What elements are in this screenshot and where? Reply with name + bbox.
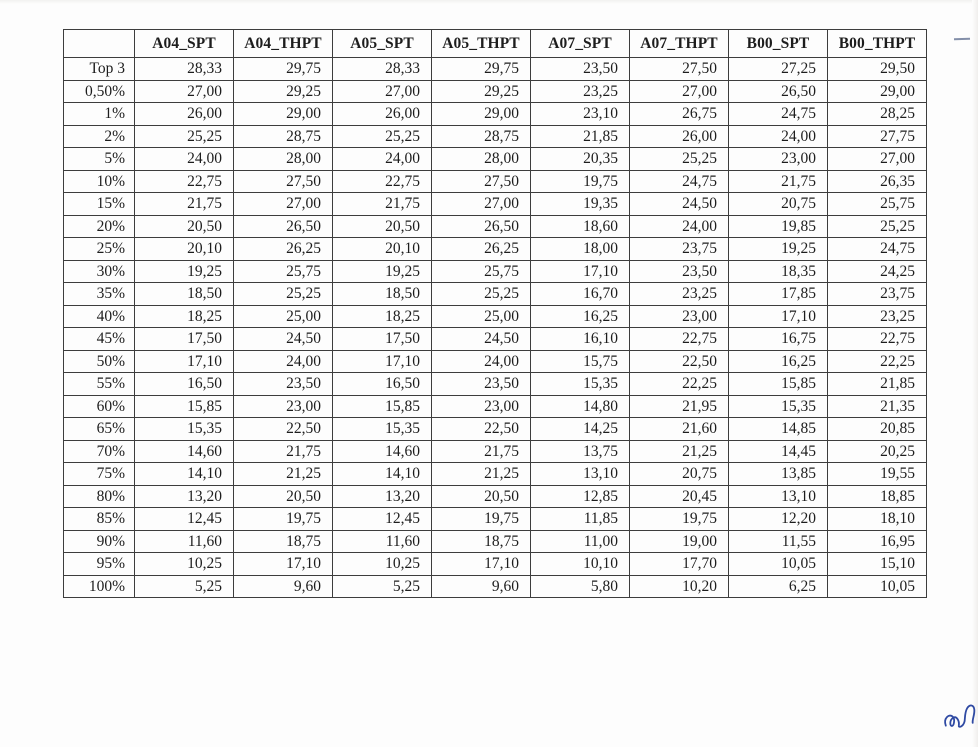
table-cell-value: 18,50 bbox=[333, 283, 432, 306]
table-row bbox=[64, 125, 927, 148]
table-cell-value: 18,25 bbox=[333, 305, 432, 328]
table-cell-value: 19,75 bbox=[531, 170, 630, 193]
table-cell-value: 24,00 bbox=[234, 350, 333, 373]
table-cell-value: 17,10 bbox=[432, 553, 531, 576]
table-cell-value: 29,50 bbox=[828, 58, 927, 81]
table-cell-value: 18,85 bbox=[828, 485, 927, 508]
table-cell-value: 17,10 bbox=[135, 350, 234, 373]
table-cell-value: 29,75 bbox=[234, 58, 333, 81]
table-header-row bbox=[64, 30, 927, 58]
table-row bbox=[64, 260, 927, 283]
table-cell-value: 24,00 bbox=[729, 125, 828, 148]
table-cell-value: 23,50 bbox=[531, 58, 630, 81]
table-row bbox=[64, 530, 927, 553]
table-cell-value: 17,50 bbox=[135, 328, 234, 351]
row-header-label: 30% bbox=[64, 260, 135, 283]
table-cell-value: 15,85 bbox=[333, 395, 432, 418]
table-cell-value: 19,00 bbox=[630, 530, 729, 553]
row-header-label: 5% bbox=[64, 148, 135, 171]
table-cell-value: 16,50 bbox=[135, 373, 234, 396]
table-cell-value: 6,25 bbox=[729, 575, 828, 598]
table-cell-value: 21,25 bbox=[234, 463, 333, 486]
table-cell-value: 10,25 bbox=[135, 553, 234, 576]
row-header-label: 40% bbox=[64, 305, 135, 328]
table-cell-value: 29,00 bbox=[432, 103, 531, 126]
table-cell-value: 10,20 bbox=[630, 575, 729, 598]
column-header: A07_SPT bbox=[531, 30, 630, 58]
row-header-label: 25% bbox=[64, 238, 135, 261]
table-cell-value: 14,45 bbox=[729, 440, 828, 463]
table-cell-value: 21,95 bbox=[630, 395, 729, 418]
table-cell-value: 26,25 bbox=[432, 238, 531, 261]
table-cell-value: 26,35 bbox=[828, 170, 927, 193]
table-cell-value: 21,85 bbox=[828, 373, 927, 396]
table-cell-value: 13,20 bbox=[135, 485, 234, 508]
table-row bbox=[64, 103, 927, 126]
table-cell-value: 24,75 bbox=[630, 170, 729, 193]
table-cell-value: 15,35 bbox=[333, 418, 432, 441]
table-row bbox=[64, 553, 927, 576]
table-cell-value: 23,25 bbox=[531, 80, 630, 103]
table-cell-value: 17,10 bbox=[729, 305, 828, 328]
table-cell-value: 15,35 bbox=[135, 418, 234, 441]
column-header: A07_THPT bbox=[630, 30, 729, 58]
table-cell-value: 20,10 bbox=[333, 238, 432, 261]
table-cell-value: 21,75 bbox=[432, 440, 531, 463]
table-cell-value: 20,25 bbox=[828, 440, 927, 463]
table-cell-value: 15,85 bbox=[135, 395, 234, 418]
column-header: A05_THPT bbox=[432, 30, 531, 58]
table-cell-value: 18,50 bbox=[135, 283, 234, 306]
table-cell-value: 18,10 bbox=[828, 508, 927, 531]
table-cell-value: 25,00 bbox=[234, 305, 333, 328]
table-row bbox=[64, 193, 927, 216]
table-cell-value: 27,00 bbox=[333, 80, 432, 103]
table-cell-value: 28,00 bbox=[234, 148, 333, 171]
table-cell-value: 25,25 bbox=[828, 215, 927, 238]
table-cell-value: 27,50 bbox=[234, 170, 333, 193]
table-cell-value: 21,85 bbox=[531, 125, 630, 148]
table-cell-value: 13,20 bbox=[333, 485, 432, 508]
table-cell-value: 24,75 bbox=[828, 238, 927, 261]
table-cell-value: 10,25 bbox=[333, 553, 432, 576]
table-cell-value: 26,25 bbox=[234, 238, 333, 261]
table-row bbox=[64, 575, 927, 598]
row-header-label: 10% bbox=[64, 170, 135, 193]
table-row bbox=[64, 485, 927, 508]
row-header-label: 35% bbox=[64, 283, 135, 306]
table-cell-value: 21,75 bbox=[135, 193, 234, 216]
table-cell-value: 17,85 bbox=[729, 283, 828, 306]
row-header-label: 0,50% bbox=[64, 80, 135, 103]
table-cell-value: 24,00 bbox=[135, 148, 234, 171]
table-cell-value: 22,25 bbox=[828, 350, 927, 373]
percentile-table bbox=[63, 29, 927, 598]
table-cell-value: 19,85 bbox=[729, 215, 828, 238]
table-cell-value: 21,75 bbox=[729, 170, 828, 193]
table-cell-value: 14,10 bbox=[333, 463, 432, 486]
row-header-label: 80% bbox=[64, 485, 135, 508]
table-cell-value: 23,25 bbox=[828, 305, 927, 328]
table-cell-value: 27,00 bbox=[630, 80, 729, 103]
table-cell-value: 27,25 bbox=[729, 58, 828, 81]
table-cell-value: 23,50 bbox=[234, 373, 333, 396]
table-cell-value: 14,85 bbox=[729, 418, 828, 441]
table-cell-value: 13,85 bbox=[729, 463, 828, 486]
table-row bbox=[64, 283, 927, 306]
table-cell-value: 20,50 bbox=[234, 485, 333, 508]
column-header: A04_THPT bbox=[234, 30, 333, 58]
table-cell-value: 21,35 bbox=[828, 395, 927, 418]
table-corner-cell bbox=[64, 30, 135, 58]
table-cell-value: 22,25 bbox=[630, 373, 729, 396]
table-cell-value: 22,75 bbox=[333, 170, 432, 193]
column-header: B00_SPT bbox=[729, 30, 828, 58]
table-cell-value: 25,25 bbox=[432, 283, 531, 306]
table-cell-value: 20,35 bbox=[531, 148, 630, 171]
table-cell-value: 25,75 bbox=[828, 193, 927, 216]
table-cell-value: 5,25 bbox=[333, 575, 432, 598]
table-cell-value: 26,00 bbox=[630, 125, 729, 148]
table-cell-value: 11,55 bbox=[729, 530, 828, 553]
table-cell-value: 27,75 bbox=[828, 125, 927, 148]
table-cell-value: 19,25 bbox=[135, 260, 234, 283]
table-cell-value: 11,00 bbox=[531, 530, 630, 553]
column-header: A05_SPT bbox=[333, 30, 432, 58]
table-cell-value: 17,10 bbox=[333, 350, 432, 373]
table-cell-value: 26,75 bbox=[630, 103, 729, 126]
table-cell-value: 10,05 bbox=[828, 575, 927, 598]
table-cell-value: 14,60 bbox=[333, 440, 432, 463]
table-cell-value: 24,00 bbox=[333, 148, 432, 171]
table-cell-value: 21,75 bbox=[234, 440, 333, 463]
table-cell-value: 12,45 bbox=[135, 508, 234, 531]
pen-tick-mark bbox=[954, 38, 970, 41]
table-cell-value: 24,25 bbox=[828, 260, 927, 283]
table-cell-value: 11,85 bbox=[531, 508, 630, 531]
table-cell-value: 23,00 bbox=[234, 395, 333, 418]
table-row bbox=[64, 418, 927, 441]
table-row bbox=[64, 328, 927, 351]
table-cell-value: 23,75 bbox=[630, 238, 729, 261]
table-header bbox=[64, 30, 927, 58]
row-header-label: 95% bbox=[64, 553, 135, 576]
table-cell-value: 26,00 bbox=[333, 103, 432, 126]
table-cell-value: 28,00 bbox=[432, 148, 531, 171]
table-row bbox=[64, 58, 927, 81]
table-cell-value: 29,25 bbox=[234, 80, 333, 103]
table-cell-value: 23,75 bbox=[828, 283, 927, 306]
table-cell-value: 22,75 bbox=[828, 328, 927, 351]
table-cell-value: 27,50 bbox=[432, 170, 531, 193]
table-cell-value: 26,50 bbox=[729, 80, 828, 103]
column-header: B00_THPT bbox=[828, 30, 927, 58]
table-body bbox=[64, 58, 927, 598]
table-cell-value: 27,50 bbox=[630, 58, 729, 81]
row-header-label: 45% bbox=[64, 328, 135, 351]
table-cell-value: 14,10 bbox=[135, 463, 234, 486]
table-cell-value: 22,75 bbox=[135, 170, 234, 193]
row-header-label: Top 3 bbox=[64, 58, 135, 81]
table-cell-value: 15,85 bbox=[729, 373, 828, 396]
table-cell-value: 23,50 bbox=[630, 260, 729, 283]
table-cell-value: 26,50 bbox=[432, 215, 531, 238]
table-cell-value: 22,50 bbox=[630, 350, 729, 373]
table-cell-value: 24,00 bbox=[630, 215, 729, 238]
table-cell-value: 20,85 bbox=[828, 418, 927, 441]
table-cell-value: 16,70 bbox=[531, 283, 630, 306]
table-cell-value: 25,25 bbox=[135, 125, 234, 148]
table-cell-value: 25,75 bbox=[234, 260, 333, 283]
table-row bbox=[64, 395, 927, 418]
row-header-label: 75% bbox=[64, 463, 135, 486]
table-cell-value: 14,80 bbox=[531, 395, 630, 418]
table-cell-value: 21,25 bbox=[432, 463, 531, 486]
table-cell-value: 25,25 bbox=[630, 148, 729, 171]
table-cell-value: 5,25 bbox=[135, 575, 234, 598]
table-cell-value: 20,50 bbox=[333, 215, 432, 238]
table-cell-value: 18,35 bbox=[729, 260, 828, 283]
row-header-label: 15% bbox=[64, 193, 135, 216]
table-cell-value: 29,00 bbox=[234, 103, 333, 126]
table-cell-value: 23,00 bbox=[432, 395, 531, 418]
table-cell-value: 9,60 bbox=[234, 575, 333, 598]
table-cell-value: 16,95 bbox=[828, 530, 927, 553]
table-cell-value: 25,25 bbox=[333, 125, 432, 148]
table-row bbox=[64, 80, 927, 103]
table-cell-value: 27,00 bbox=[828, 148, 927, 171]
row-header-label: 85% bbox=[64, 508, 135, 531]
table-cell-value: 17,70 bbox=[630, 553, 729, 576]
table-cell-value: 21,25 bbox=[630, 440, 729, 463]
table-cell-value: 10,05 bbox=[729, 553, 828, 576]
table-cell-value: 13,10 bbox=[729, 485, 828, 508]
table-cell-value: 23,10 bbox=[531, 103, 630, 126]
table-cell-value: 25,00 bbox=[432, 305, 531, 328]
table-cell-value: 25,75 bbox=[432, 260, 531, 283]
table-cell-value: 24,75 bbox=[729, 103, 828, 126]
table-cell-value: 16,10 bbox=[531, 328, 630, 351]
table-cell-value: 28,25 bbox=[828, 103, 927, 126]
table-cell-value: 12,20 bbox=[729, 508, 828, 531]
table-row bbox=[64, 148, 927, 171]
table-cell-value: 17,10 bbox=[234, 553, 333, 576]
table-cell-value: 29,75 bbox=[432, 58, 531, 81]
table-cell-value: 28,33 bbox=[135, 58, 234, 81]
row-header-label: 90% bbox=[64, 530, 135, 553]
table-cell-value: 20,50 bbox=[432, 485, 531, 508]
table-cell-value: 28,33 bbox=[333, 58, 432, 81]
table-row bbox=[64, 373, 927, 396]
table-cell-value: 12,85 bbox=[531, 485, 630, 508]
table-cell-value: 22,50 bbox=[234, 418, 333, 441]
column-header: A04_SPT bbox=[135, 30, 234, 58]
table-cell-value: 22,75 bbox=[630, 328, 729, 351]
table-cell-value: 19,55 bbox=[828, 463, 927, 486]
row-header-label: 60% bbox=[64, 395, 135, 418]
table-cell-value: 21,75 bbox=[333, 193, 432, 216]
table-cell-value: 15,75 bbox=[531, 350, 630, 373]
table-cell-value: 24,50 bbox=[234, 328, 333, 351]
table-cell-value: 17,50 bbox=[333, 328, 432, 351]
table-cell-value: 17,10 bbox=[531, 260, 630, 283]
table-cell-value: 23,00 bbox=[630, 305, 729, 328]
table-cell-value: 15,35 bbox=[729, 395, 828, 418]
table-cell-value: 19,25 bbox=[729, 238, 828, 261]
table-row bbox=[64, 440, 927, 463]
row-header-label: 2% bbox=[64, 125, 135, 148]
table-row bbox=[64, 238, 927, 261]
table-cell-value: 23,25 bbox=[630, 283, 729, 306]
page-edge-right bbox=[972, 0, 978, 747]
table-row bbox=[64, 508, 927, 531]
table-cell-value: 18,75 bbox=[432, 530, 531, 553]
table-cell-value: 26,00 bbox=[135, 103, 234, 126]
table-row bbox=[64, 463, 927, 486]
table-cell-value: 14,25 bbox=[531, 418, 630, 441]
table-cell-value: 20,45 bbox=[630, 485, 729, 508]
table-cell-value: 18,25 bbox=[135, 305, 234, 328]
table-cell-value: 20,50 bbox=[135, 215, 234, 238]
table-cell-value: 26,50 bbox=[234, 215, 333, 238]
table-cell-value: 19,75 bbox=[234, 508, 333, 531]
table-cell-value: 29,00 bbox=[828, 80, 927, 103]
table-cell-value: 20,75 bbox=[729, 193, 828, 216]
table-cell-value: 25,25 bbox=[234, 283, 333, 306]
table-row bbox=[64, 215, 927, 238]
row-header-label: 20% bbox=[64, 215, 135, 238]
table-cell-value: 14,60 bbox=[135, 440, 234, 463]
table-cell-value: 24,50 bbox=[630, 193, 729, 216]
table-cell-value: 15,10 bbox=[828, 553, 927, 576]
row-header-label: 1% bbox=[64, 103, 135, 126]
table-cell-value: 23,50 bbox=[432, 373, 531, 396]
table-cell-value: 19,25 bbox=[333, 260, 432, 283]
table-cell-value: 19,35 bbox=[531, 193, 630, 216]
table-cell-value: 12,45 bbox=[333, 508, 432, 531]
page-edge-top bbox=[0, 0, 978, 4]
table-cell-value: 18,00 bbox=[531, 238, 630, 261]
table-cell-value: 24,50 bbox=[432, 328, 531, 351]
table-row bbox=[64, 350, 927, 373]
table-cell-value: 27,00 bbox=[135, 80, 234, 103]
row-header-label: 100% bbox=[64, 575, 135, 598]
table-cell-value: 11,60 bbox=[333, 530, 432, 553]
table-cell-value: 16,75 bbox=[729, 328, 828, 351]
table-cell-value: 21,60 bbox=[630, 418, 729, 441]
table-cell-value: 27,00 bbox=[432, 193, 531, 216]
table-row bbox=[64, 170, 927, 193]
table-cell-value: 16,25 bbox=[729, 350, 828, 373]
table-cell-value: 11,60 bbox=[135, 530, 234, 553]
table-cell-value: 24,00 bbox=[432, 350, 531, 373]
table-cell-value: 15,35 bbox=[531, 373, 630, 396]
row-header-label: 55% bbox=[64, 373, 135, 396]
table-cell-value: 27,00 bbox=[234, 193, 333, 216]
table-cell-value: 29,25 bbox=[432, 80, 531, 103]
table-cell-value: 23,00 bbox=[729, 148, 828, 171]
table-row bbox=[64, 305, 927, 328]
table-cell-value: 10,10 bbox=[531, 553, 630, 576]
table-cell-value: 18,75 bbox=[234, 530, 333, 553]
table-cell-value: 20,10 bbox=[135, 238, 234, 261]
table-cell-value: 9,60 bbox=[432, 575, 531, 598]
table-cell-value: 19,75 bbox=[630, 508, 729, 531]
table-cell-value: 20,75 bbox=[630, 463, 729, 486]
table-cell-value: 5,80 bbox=[531, 575, 630, 598]
table-cell-value: 13,75 bbox=[531, 440, 630, 463]
row-header-label: 50% bbox=[64, 350, 135, 373]
table-cell-value: 19,75 bbox=[432, 508, 531, 531]
table-cell-value: 28,75 bbox=[234, 125, 333, 148]
table-cell-value: 18,60 bbox=[531, 215, 630, 238]
row-header-label: 70% bbox=[64, 440, 135, 463]
table-cell-value: 28,75 bbox=[432, 125, 531, 148]
table-cell-value: 16,25 bbox=[531, 305, 630, 328]
table-cell-value: 16,50 bbox=[333, 373, 432, 396]
table-cell-value: 22,50 bbox=[432, 418, 531, 441]
table-cell-value: 13,10 bbox=[531, 463, 630, 486]
row-header-label: 65% bbox=[64, 418, 135, 441]
